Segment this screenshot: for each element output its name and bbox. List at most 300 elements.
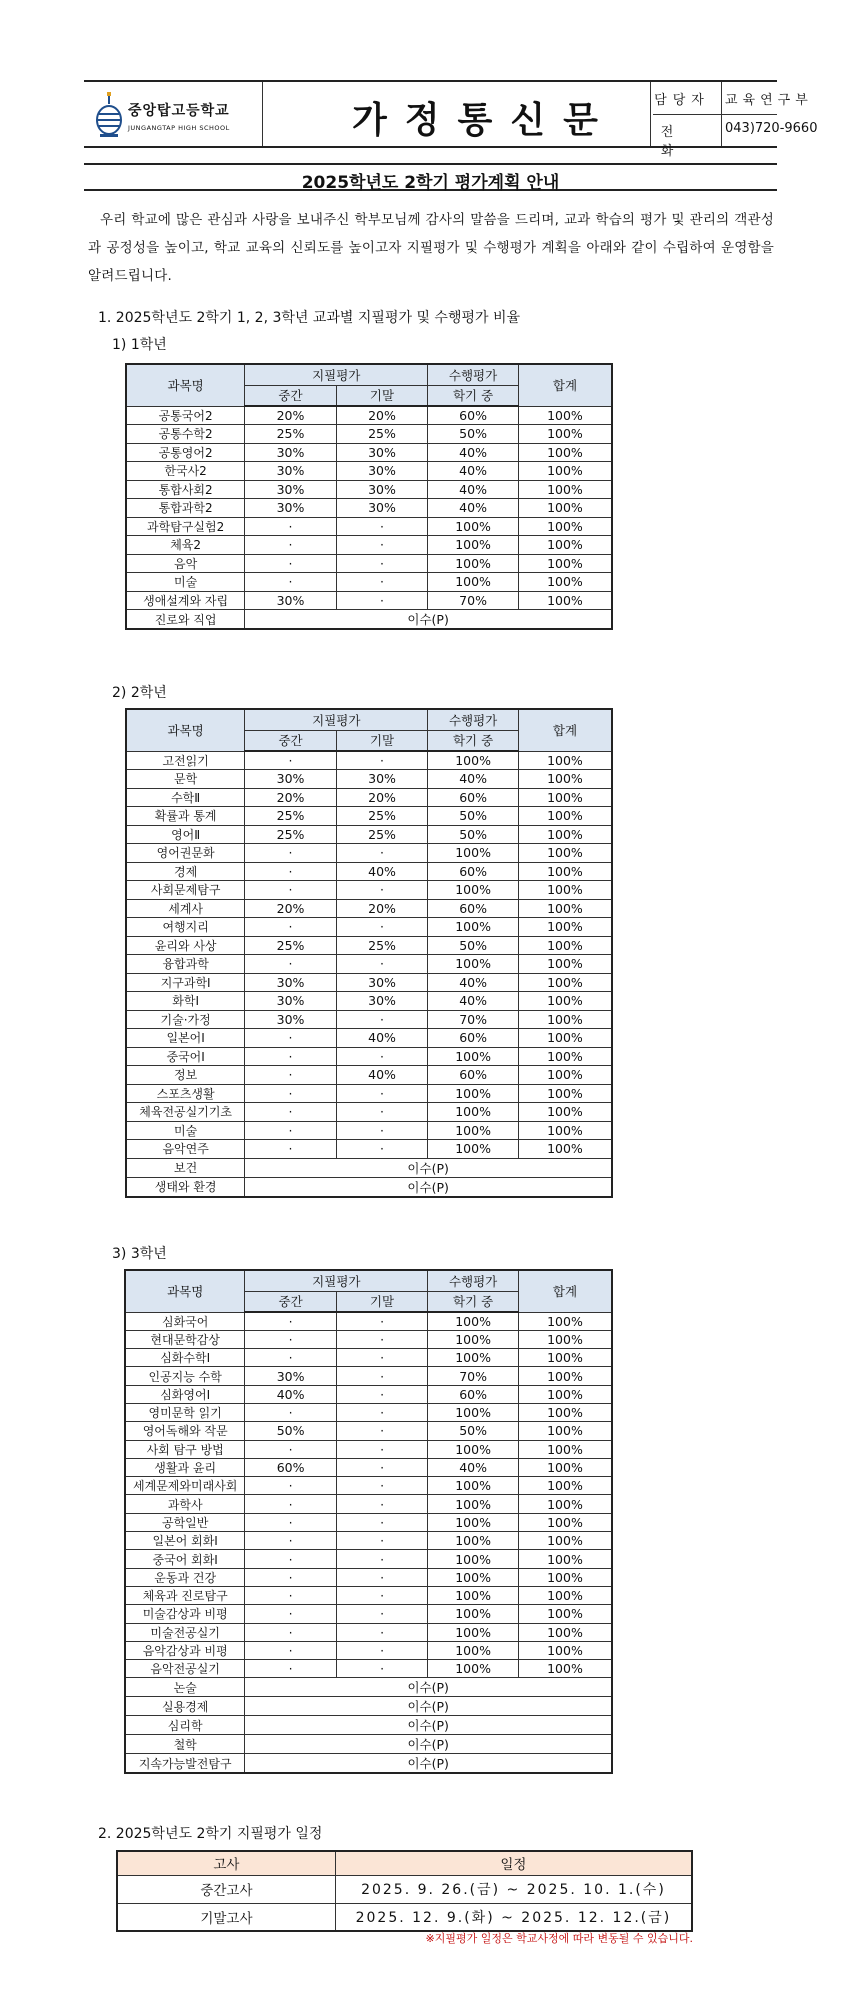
document-subtitle: 2025학년도 2학기 평가계획 안내 (301, 173, 560, 193)
total-cell: 100% (518, 751, 612, 770)
schedule-row (117, 1875, 692, 1903)
total-cell: 100% (518, 1477, 612, 1495)
performance-cell: 60% (428, 406, 519, 425)
performance-cell: 100% (428, 1586, 519, 1604)
final-cell: · (336, 1586, 427, 1604)
table-row (126, 517, 612, 536)
grade2-heading: 2) 2학년 (112, 685, 167, 701)
newsletter-header (84, 80, 818, 159)
final-cell: · (336, 536, 428, 555)
midterm-cell: · (245, 1029, 336, 1048)
schedule-row (117, 1903, 692, 1931)
total-cell: 100% (518, 1495, 612, 1513)
total-cell: 100% (518, 499, 612, 518)
table-row-pass (125, 1716, 612, 1735)
final-cell: · (336, 554, 428, 573)
subject-cell: 음악 (126, 554, 245, 573)
total-cell: 100% (518, 862, 612, 881)
total-cell: 100% (518, 1568, 612, 1586)
subject-cell: 심화수학Ⅰ (125, 1349, 245, 1367)
final-cell: · (336, 1330, 427, 1348)
total-cell: 100% (518, 1440, 612, 1458)
midterm-cell: 30% (245, 992, 336, 1011)
midterm-cell: 50% (245, 1422, 336, 1440)
midterm-cell: · (245, 1477, 336, 1495)
midterm-cell: 25% (245, 425, 337, 444)
table-row (126, 462, 612, 481)
table-row (126, 536, 612, 555)
col-total: 합계 (518, 709, 612, 751)
midterm-cell: · (245, 1103, 336, 1122)
performance-cell: 100% (428, 844, 519, 863)
col-final: 기말 (336, 1291, 427, 1312)
table-row (126, 1066, 612, 1085)
subject-cell: 일본어Ⅰ (126, 1029, 245, 1048)
final-cell: · (336, 1440, 427, 1458)
total-cell: 100% (518, 899, 612, 918)
performance-cell: 100% (428, 573, 519, 592)
final-cell: 20% (336, 406, 428, 425)
final-cell: · (336, 1605, 427, 1623)
total-cell: 100% (518, 788, 612, 807)
total-cell: 100% (518, 1066, 612, 1085)
midterm-cell: 30% (245, 499, 337, 518)
total-cell: 100% (518, 1047, 612, 1066)
performance-cell: 60% (428, 899, 519, 918)
final-cell: 25% (336, 807, 427, 826)
subject-cell: 체육과 진로탐구 (125, 1586, 245, 1604)
subject-cell: 공학일반 (125, 1513, 245, 1531)
midterm-cell: · (245, 1066, 336, 1085)
total-cell: 100% (518, 517, 612, 536)
midterm-cell: · (245, 1623, 336, 1641)
performance-cell: 40% (428, 973, 519, 992)
subject-cell: 생애설계와 자립 (126, 591, 245, 610)
table-row (126, 844, 612, 863)
final-cell: 30% (336, 480, 428, 499)
subject-cell: 현대문학감상 (125, 1330, 245, 1348)
col-midterm: 중간 (245, 730, 336, 751)
exam-date: 2025. 12. 9.(화) ~ 2025. 12. 12.(금) (335, 1903, 692, 1931)
total-cell: 100% (518, 554, 612, 573)
contact-value: 교육연구부 (725, 93, 813, 108)
col-midterm: 중간 (245, 1291, 336, 1312)
grade3-heading: 3) 3학년 (112, 1246, 167, 1262)
subject-cell: 심화영어Ⅰ (125, 1385, 245, 1403)
final-cell: · (336, 1550, 427, 1568)
contact-value: 043)720-9660 (725, 121, 818, 136)
total-cell: 100% (518, 1623, 612, 1641)
table-row-pass (125, 1697, 612, 1716)
total-cell: 100% (518, 1010, 612, 1029)
subject-cell: 정보 (126, 1066, 245, 1085)
total-cell: 100% (518, 406, 612, 425)
performance-cell: 100% (428, 751, 519, 770)
final-cell: · (336, 1513, 427, 1531)
subject-cell: 융합과학 (126, 955, 245, 974)
table-row (126, 862, 612, 881)
total-cell: 100% (518, 480, 612, 499)
performance-cell: 50% (428, 825, 519, 844)
total-cell: 100% (518, 1550, 612, 1568)
performance-cell: 100% (428, 1349, 519, 1367)
performance-cell: 40% (428, 992, 519, 1011)
pass-cell: 이수(P) (245, 1716, 612, 1735)
table-row (126, 1047, 612, 1066)
subject-cell: 한국사2 (126, 462, 245, 481)
grade1-heading: 1) 1학년 (112, 337, 167, 353)
subject-cell: 기술·가정 (126, 1010, 245, 1029)
table-row (126, 1103, 612, 1122)
table-row (126, 443, 612, 462)
subject-cell: 공통수학2 (126, 425, 245, 444)
performance-cell: 60% (428, 1385, 519, 1403)
subject-cell: 화학Ⅰ (126, 992, 245, 1011)
col-during: 학기 중 (428, 730, 519, 751)
midterm-cell: 30% (245, 973, 336, 992)
table-row (126, 591, 612, 610)
total-cell: 100% (518, 591, 612, 610)
subject-cell: 세계문제와미래사회 (125, 1477, 245, 1495)
subject-cell: 지속가능발전탐구 (125, 1754, 245, 1774)
performance-cell: 100% (428, 554, 519, 573)
table-row (126, 480, 612, 499)
col-written: 지필평가 (245, 1270, 428, 1291)
subject-cell: 영어권문화 (126, 844, 245, 863)
subject-cell: 생활과 윤리 (125, 1458, 245, 1476)
midterm-cell: · (245, 1605, 336, 1623)
table-row (126, 899, 612, 918)
performance-cell: 100% (428, 1084, 519, 1103)
performance-cell: 60% (428, 862, 519, 881)
final-cell: · (336, 955, 427, 974)
subject-cell: 실용경제 (125, 1697, 245, 1716)
table-row-pass (125, 1678, 612, 1697)
final-cell: · (336, 1623, 427, 1641)
performance-cell: 50% (428, 425, 519, 444)
total-cell: 100% (518, 973, 612, 992)
col-final: 기말 (336, 730, 427, 751)
performance-cell: 60% (428, 788, 519, 807)
total-cell: 100% (518, 1586, 612, 1604)
total-cell: 100% (518, 1641, 612, 1659)
subject-cell: 지구과학Ⅰ (126, 973, 245, 992)
midterm-cell: · (245, 1641, 336, 1659)
table-row (125, 1477, 612, 1495)
table-row (125, 1495, 612, 1513)
performance-cell: 100% (428, 1330, 519, 1348)
table-row (125, 1403, 612, 1421)
performance-cell: 70% (428, 591, 519, 610)
subject-cell: 확률과 통계 (126, 807, 245, 826)
table-row (126, 751, 612, 770)
subject-cell: 영어Ⅱ (126, 825, 245, 844)
total-cell: 100% (518, 1605, 612, 1623)
midterm-cell: 20% (245, 899, 336, 918)
school-emblem-icon (94, 90, 124, 140)
table-row (126, 1084, 612, 1103)
subject-cell: 사회 탐구 방법 (125, 1440, 245, 1458)
subject-cell: 과학탐구실험2 (126, 517, 245, 536)
subject-cell: 미술감상과 비평 (125, 1605, 245, 1623)
performance-cell: 100% (428, 1312, 519, 1330)
intro-paragraph: 우리 학교에 많은 관심과 사랑을 보내주신 학부모님께 감사의 말씀을 드리며, 교과 학습의 평가 및 관리의 객관성과 공정성을 높이고, 학교 교육의 신뢰도를 높이고자 지필평가 및 수행평가 계획을 아래와 같이 수립하여 운영함을 알려드립니다. (88, 212, 774, 284)
performance-cell: 100% (428, 1047, 519, 1066)
midterm-cell: · (245, 844, 336, 863)
contact-info (653, 82, 818, 159)
final-cell: 30% (336, 443, 428, 462)
total-cell: 100% (518, 1103, 612, 1122)
subject-cell: 과학사 (125, 1495, 245, 1513)
pass-cell: 이수(P) (245, 1678, 612, 1697)
total-cell: 100% (518, 1385, 612, 1403)
performance-cell: 70% (428, 1010, 519, 1029)
performance-cell: 100% (428, 1641, 519, 1659)
midterm-cell: 30% (245, 480, 337, 499)
midterm-cell: · (245, 1403, 336, 1421)
table-row (126, 1140, 612, 1159)
table-row (125, 1385, 612, 1403)
total-cell: 100% (518, 1029, 612, 1048)
total-cell: 100% (518, 1458, 612, 1476)
final-cell: 40% (336, 1066, 427, 1085)
final-cell: · (336, 1084, 427, 1103)
col-written: 지필평가 (245, 364, 428, 385)
final-cell: · (336, 1103, 427, 1122)
col-subject: 과목명 (126, 364, 245, 406)
col-performance: 수행평가 (428, 709, 519, 730)
total-cell: 100% (518, 1513, 612, 1531)
performance-cell: 100% (428, 1103, 519, 1122)
total-cell: 100% (518, 844, 612, 863)
midterm-cell: 20% (245, 788, 336, 807)
total-cell: 100% (518, 1140, 612, 1159)
midterm-cell: 40% (245, 1385, 336, 1403)
table-row (125, 1422, 612, 1440)
subject-cell: 중국어Ⅰ (126, 1047, 245, 1066)
table-row-pass (125, 1754, 612, 1774)
performance-cell: 100% (428, 1605, 519, 1623)
subject-cell: 통합사회2 (126, 480, 245, 499)
performance-cell: 100% (428, 1121, 519, 1140)
performance-cell: 60% (428, 1029, 519, 1048)
midterm-cell: · (245, 1349, 336, 1367)
table-row (126, 973, 612, 992)
performance-cell: 50% (428, 807, 519, 826)
subject-cell: 수학Ⅱ (126, 788, 245, 807)
final-cell: 40% (336, 1029, 427, 1048)
table-row (125, 1349, 612, 1367)
midterm-cell: · (245, 1532, 336, 1550)
table-row (125, 1330, 612, 1348)
table-row-pass (126, 610, 612, 630)
subject-cell: 중국어 회화Ⅰ (125, 1550, 245, 1568)
exam-schedule-table (116, 1850, 693, 1932)
table-row (126, 825, 612, 844)
pass-cell: 이수(P) (245, 1697, 612, 1716)
midterm-cell: · (245, 1513, 336, 1531)
subject-cell: 운동과 건강 (125, 1568, 245, 1586)
midterm-cell: · (245, 1330, 336, 1348)
final-cell: · (336, 1458, 427, 1476)
performance-cell: 100% (428, 1140, 519, 1159)
final-cell: 25% (336, 825, 427, 844)
midterm-cell: 30% (245, 443, 337, 462)
subject-cell: 스포츠생활 (126, 1084, 245, 1103)
subject-cell: 체육2 (126, 536, 245, 555)
total-cell: 100% (518, 807, 612, 826)
performance-cell: 70% (428, 1367, 519, 1385)
exam-name: 기말고사 (117, 1903, 335, 1931)
midterm-cell: 30% (245, 1367, 336, 1385)
table-row (125, 1623, 612, 1641)
table-row-pass (125, 1735, 612, 1754)
final-cell: · (336, 1140, 427, 1159)
midterm-cell: 60% (245, 1458, 336, 1476)
subject-cell: 경제 (126, 862, 245, 881)
final-cell: · (336, 517, 428, 536)
performance-cell: 100% (428, 1495, 519, 1513)
exam-date: 2025. 9. 26.(금) ~ 2025. 10. 1.(수) (335, 1875, 692, 1903)
total-cell: 100% (518, 1367, 612, 1385)
school-name: 중앙탑고등학교 (128, 103, 230, 119)
final-cell: · (336, 844, 427, 863)
subject-cell: 논술 (125, 1678, 245, 1697)
table-row (125, 1513, 612, 1531)
table-row (125, 1440, 612, 1458)
table-row (126, 554, 612, 573)
subject-cell: 미술 (126, 1121, 245, 1140)
final-cell: · (336, 1010, 427, 1029)
final-cell: 30% (336, 992, 427, 1011)
subject-cell: 미술 (126, 573, 245, 592)
final-cell: · (336, 1660, 427, 1678)
final-cell: · (336, 573, 428, 592)
table-row (126, 918, 612, 937)
midterm-cell: 25% (245, 825, 336, 844)
subject-cell: 심리학 (125, 1716, 245, 1735)
performance-cell: 100% (428, 1513, 519, 1531)
col-performance: 수행평가 (428, 1270, 519, 1291)
final-cell: · (336, 1477, 427, 1495)
col-exam: 고사 (117, 1851, 335, 1875)
table-row (126, 807, 612, 826)
midterm-cell: · (245, 554, 337, 573)
performance-cell: 100% (428, 1477, 519, 1495)
final-cell: 30% (336, 499, 428, 518)
col-total: 합계 (518, 364, 612, 406)
performance-cell: 100% (428, 881, 519, 900)
performance-cell: 100% (428, 1440, 519, 1458)
midterm-cell: · (245, 955, 336, 974)
performance-cell: 100% (428, 1568, 519, 1586)
performance-cell: 60% (428, 1066, 519, 1085)
subject-cell: 사회문제탐구 (126, 881, 245, 900)
final-cell: 30% (336, 462, 428, 481)
subject-cell: 공통영어2 (126, 443, 245, 462)
col-midterm: 중간 (245, 385, 337, 406)
performance-cell: 100% (428, 1550, 519, 1568)
table-row (125, 1568, 612, 1586)
section2-heading: 2. 2025학년도 2학기 지필평가 일정 (98, 1826, 323, 1842)
col-schedule: 일정 (335, 1851, 692, 1875)
subject-cell: 문학 (126, 770, 245, 789)
subject-cell: 철학 (125, 1735, 245, 1754)
midterm-cell: · (245, 1312, 336, 1330)
total-cell: 100% (518, 1084, 612, 1103)
final-cell: · (336, 1641, 427, 1659)
midterm-cell: · (245, 1047, 336, 1066)
final-cell: · (336, 751, 427, 770)
table-row (126, 881, 612, 900)
table-row (126, 1029, 612, 1048)
subject-cell: 고전읽기 (126, 751, 245, 770)
subject-cell: 미술전공실기 (125, 1623, 245, 1641)
subject-cell: 생태와 환경 (126, 1177, 245, 1197)
total-cell: 100% (518, 1330, 612, 1348)
divider (262, 82, 263, 146)
exam-name: 중간고사 (117, 1875, 335, 1903)
performance-cell: 40% (428, 1458, 519, 1476)
midterm-cell: · (245, 918, 336, 937)
total-cell: 100% (518, 573, 612, 592)
final-cell: · (336, 1495, 427, 1513)
final-cell: · (336, 1403, 427, 1421)
final-cell: 25% (336, 936, 427, 955)
col-total: 합계 (518, 1270, 612, 1312)
col-during: 학기 중 (428, 385, 519, 406)
performance-cell: 40% (428, 480, 519, 499)
subject-cell: 음악감상과 비평 (125, 1641, 245, 1659)
final-cell: 20% (336, 899, 427, 918)
performance-cell: 100% (428, 536, 519, 555)
midterm-cell: 30% (245, 1010, 336, 1029)
midterm-cell: 20% (245, 406, 337, 425)
total-cell: 100% (518, 1312, 612, 1330)
performance-cell: 50% (428, 936, 519, 955)
table-row (126, 955, 612, 974)
col-written: 지필평가 (245, 709, 428, 730)
contact-row-person (653, 82, 813, 114)
subject-cell: 음악연주 (126, 1140, 245, 1159)
pass-cell: 이수(P) (245, 610, 612, 630)
performance-cell: 100% (428, 1403, 519, 1421)
table-row (125, 1586, 612, 1604)
midterm-cell: · (245, 862, 336, 881)
midterm-cell: · (245, 1550, 336, 1568)
subject-cell: 여행지리 (126, 918, 245, 937)
midterm-cell: · (245, 1660, 336, 1678)
performance-cell: 40% (428, 462, 519, 481)
final-cell: · (336, 1422, 427, 1440)
total-cell: 100% (518, 443, 612, 462)
subtitle-bar (84, 163, 777, 191)
performance-cell: 100% (428, 1532, 519, 1550)
table-row (125, 1458, 612, 1476)
subject-cell: 음악전공실기 (125, 1660, 245, 1678)
total-cell: 100% (518, 1121, 612, 1140)
table-row-pass (126, 1177, 612, 1197)
midterm-cell: · (245, 881, 336, 900)
total-cell: 100% (518, 1403, 612, 1421)
table-row (126, 573, 612, 592)
midterm-cell: · (245, 1140, 336, 1159)
pass-cell: 이수(P) (245, 1735, 612, 1754)
newsletter-title: 가정통신문 (352, 100, 616, 141)
col-subject: 과목명 (125, 1270, 245, 1312)
performance-cell: 40% (428, 499, 519, 518)
table-row (126, 788, 612, 807)
